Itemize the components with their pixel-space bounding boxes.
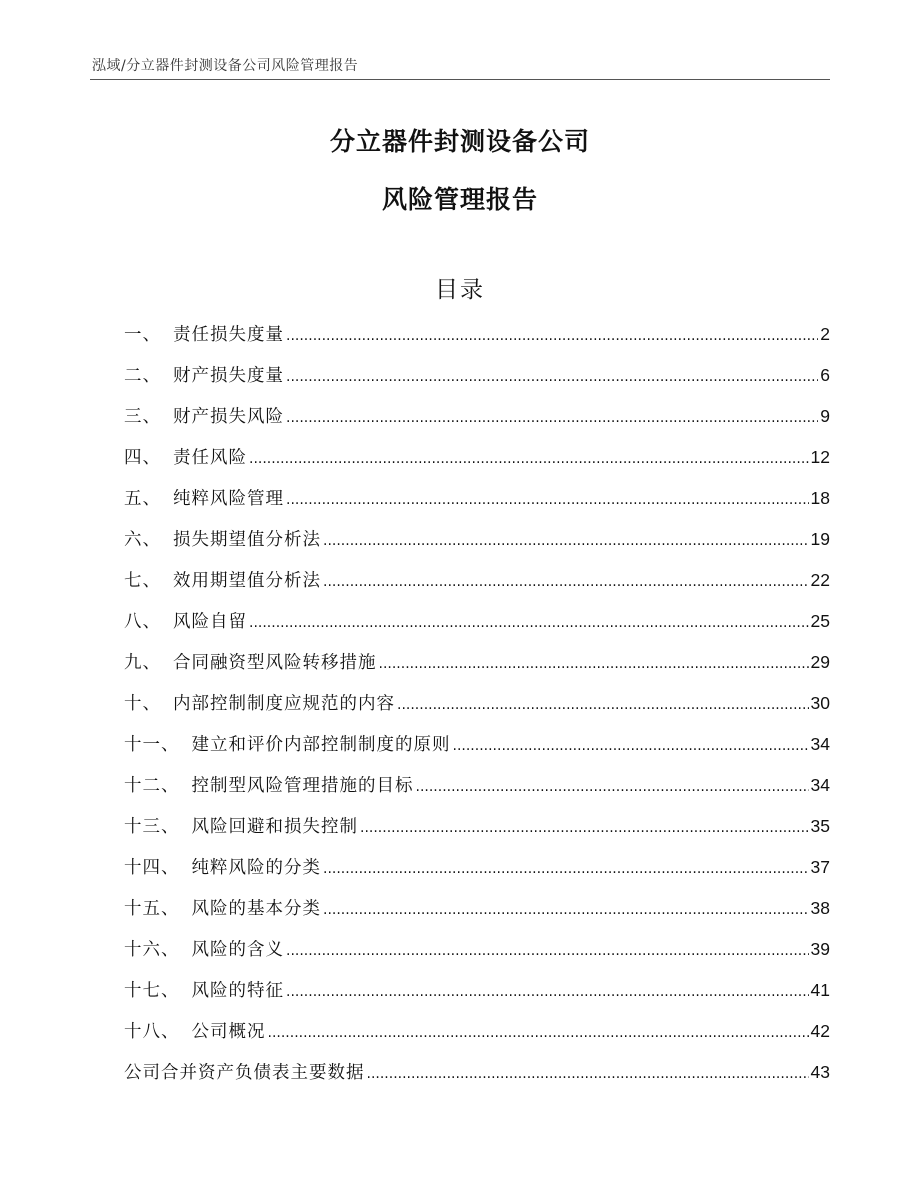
toc-entry[interactable] xyxy=(124,649,830,690)
toc-entry-label: 风险的特征 xyxy=(191,981,284,1001)
toc-entry-number: 十七、 xyxy=(124,981,180,1001)
toc-leader-dots xyxy=(286,943,809,959)
toc-entry-page: 22 xyxy=(810,570,830,590)
toc-leader-dots xyxy=(286,410,818,426)
toc-entry-number: 九、 xyxy=(124,653,161,673)
toc-entry-label: 财产损失度量 xyxy=(173,366,284,386)
toc-leader-dots xyxy=(379,656,809,672)
toc-entry-label: 风险自留 xyxy=(173,612,247,632)
toc-leader-dots xyxy=(286,369,818,385)
toc-entry-label: 效用期望值分析法 xyxy=(173,571,321,591)
toc-entry-number: 五、 xyxy=(124,489,161,509)
toc-entry-label: 责任风险 xyxy=(173,448,247,468)
toc-entry-page: 43 xyxy=(810,1062,830,1082)
toc-entry-number: 二、 xyxy=(124,366,161,386)
toc-entry-page: 34 xyxy=(810,775,830,795)
toc-entry[interactable] xyxy=(124,1059,830,1100)
toc-entry[interactable] xyxy=(124,895,830,936)
toc-entry-number: 七、 xyxy=(124,571,161,591)
toc-entry[interactable] xyxy=(124,936,830,977)
toc-entry-label: 风险的基本分类 xyxy=(191,899,321,919)
toc-leader-dots xyxy=(249,451,809,467)
toc-leader-dots xyxy=(323,902,809,918)
toc-entry-number: 十八、 xyxy=(124,1022,180,1042)
toc-entry[interactable] xyxy=(124,485,830,526)
running-header: 泓域/分立器件封测设备公司风险管理报告 xyxy=(92,58,359,74)
toc-entry-label: 合同融资型风险转移措施 xyxy=(173,653,377,673)
toc-entry-page: 19 xyxy=(810,529,830,549)
toc-leader-dots xyxy=(323,574,809,590)
toc-entry-label: 纯粹风险管理 xyxy=(173,489,284,509)
toc-heading: 目录 xyxy=(435,277,485,303)
toc-entry-label: 公司概况 xyxy=(191,1022,266,1042)
toc-entry-page: 9 xyxy=(820,406,830,426)
toc-entry-number: 十三、 xyxy=(124,817,180,837)
toc-entry-number: 十一、 xyxy=(124,735,180,755)
toc-leader-dots xyxy=(360,820,809,836)
toc-entry[interactable] xyxy=(124,731,830,772)
toc-entry-label: 风险的含义 xyxy=(191,940,284,960)
toc-entry-number: 三、 xyxy=(124,407,161,427)
toc-leader-dots xyxy=(323,533,809,549)
toc-entry[interactable] xyxy=(124,690,830,731)
toc-entry-label: 财产损失风险 xyxy=(173,407,284,427)
toc-leader-dots xyxy=(286,492,809,508)
toc-entry-page: 2 xyxy=(820,324,830,344)
toc-entry[interactable] xyxy=(124,608,830,649)
header-divider xyxy=(90,79,830,80)
toc-entry-label: 责任损失度量 xyxy=(173,325,284,345)
toc-entry-label: 纯粹风险的分类 xyxy=(191,858,321,878)
toc-leader-dots xyxy=(286,328,818,344)
toc-entry[interactable] xyxy=(124,772,830,813)
toc-entry-page: 35 xyxy=(810,816,830,836)
toc-entry-number: 十、 xyxy=(124,694,161,714)
toc-entry[interactable] xyxy=(124,444,830,485)
toc-entry-number: 八、 xyxy=(124,612,161,632)
toc-entry-number: 四、 xyxy=(124,448,161,468)
toc-entry-page: 12 xyxy=(810,447,830,467)
toc-leader-dots xyxy=(286,984,809,1000)
toc-entry-page: 37 xyxy=(810,857,830,877)
toc-entry-label: 建立和评价内部控制制度的原则 xyxy=(191,735,451,755)
toc-leader-dots xyxy=(453,738,809,754)
table-of-contents xyxy=(124,321,830,1100)
toc-entry-number: 六、 xyxy=(124,530,161,550)
toc-entry[interactable] xyxy=(124,854,830,895)
toc-leader-dots xyxy=(249,615,809,631)
toc-entry-number: 十六、 xyxy=(124,940,180,960)
toc-leader-dots xyxy=(397,697,809,713)
document-title-line-2: 风险管理报告 xyxy=(381,185,538,214)
toc-entry-label: 内部控制制度应规范的内容 xyxy=(173,694,395,714)
toc-entry-page: 18 xyxy=(810,488,830,508)
toc-entry-label: 公司合并资产负债表主要数据 xyxy=(124,1063,365,1083)
toc-entry-page: 34 xyxy=(810,734,830,754)
toc-entry-label: 控制型风险管理措施的目标 xyxy=(191,776,414,796)
toc-entry-number: 十五、 xyxy=(124,899,180,919)
toc-entry[interactable] xyxy=(124,1018,830,1059)
toc-entry-page: 30 xyxy=(810,693,830,713)
toc-entry-page: 39 xyxy=(810,939,830,959)
toc-entry[interactable] xyxy=(124,403,830,444)
toc-leader-dots xyxy=(323,861,809,877)
toc-entry-label: 风险回避和损失控制 xyxy=(191,817,358,837)
toc-entry[interactable] xyxy=(124,977,830,1018)
toc-entry-number: 十四、 xyxy=(124,858,180,878)
toc-entry-number: 一、 xyxy=(124,325,161,345)
toc-entry[interactable] xyxy=(124,526,830,567)
toc-entry-page: 42 xyxy=(810,1021,830,1041)
toc-entry-number: 十二、 xyxy=(124,776,180,796)
toc-leader-dots xyxy=(268,1025,809,1041)
toc-entry[interactable] xyxy=(124,362,830,403)
toc-entry-page: 25 xyxy=(810,611,830,631)
toc-entry-label: 损失期望值分析法 xyxy=(173,530,321,550)
toc-entry[interactable] xyxy=(124,321,830,362)
toc-entry-page: 29 xyxy=(810,652,830,672)
document-title-line-1: 分立器件封测设备公司 xyxy=(329,127,590,156)
toc-entry-page: 41 xyxy=(810,980,830,1000)
toc-entry-page: 6 xyxy=(820,365,830,385)
toc-entry-page: 38 xyxy=(810,898,830,918)
toc-leader-dots xyxy=(416,779,809,795)
toc-entry[interactable] xyxy=(124,567,830,608)
toc-entry[interactable] xyxy=(124,813,830,854)
toc-leader-dots xyxy=(367,1066,809,1082)
